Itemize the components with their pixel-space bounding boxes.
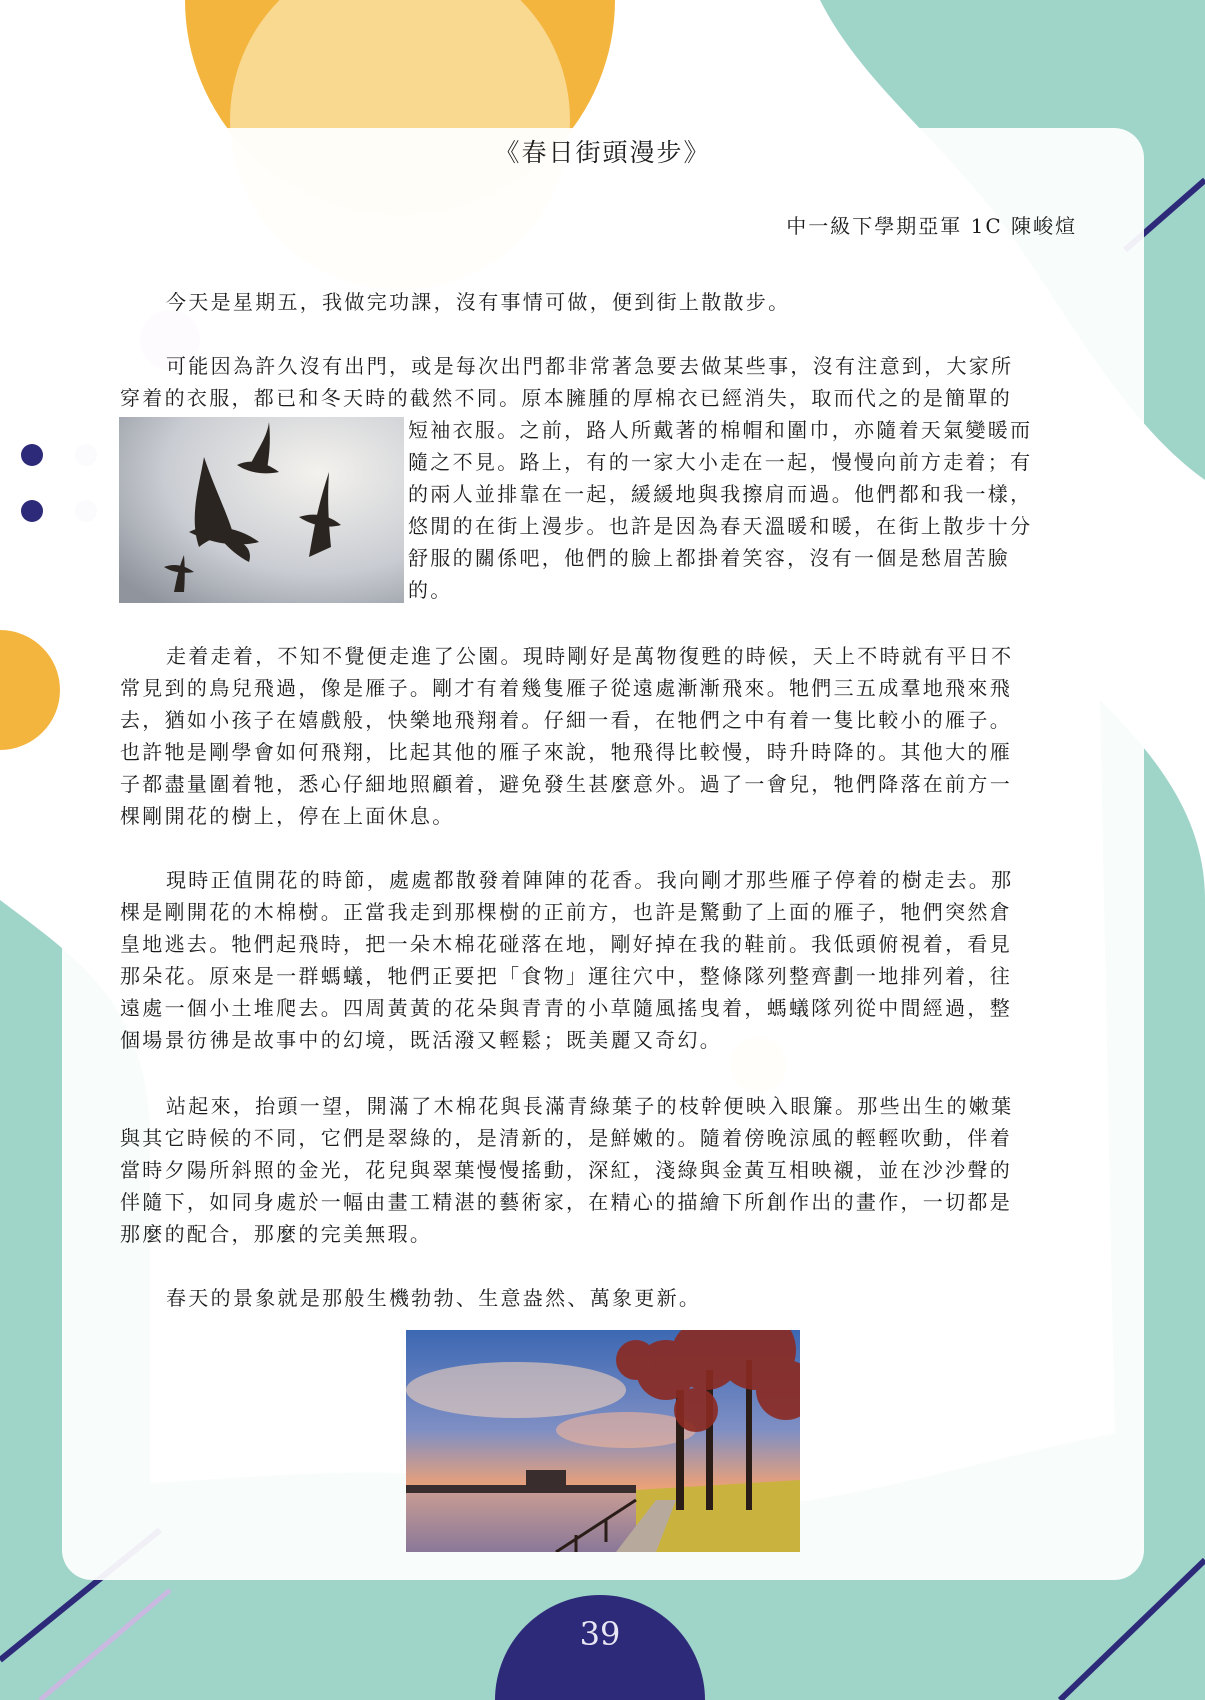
paragraph-line: 舒服的關係吧，他們的臉上都掛着笑容，沒有一個是愁眉苦臉 bbox=[408, 546, 1011, 570]
paragraph-1 bbox=[120, 286, 1080, 318]
paragraph-line: 的兩人並排靠在一起，緩緩地與我擦肩而過。他們都和我一樣， bbox=[408, 482, 1033, 506]
paragraph-3 bbox=[120, 640, 1080, 832]
paragraph-line: 子都盡量圍着牠，悉心仔細地照顧着，避免發生甚麼意外。過了一會兒，牠們降落在前方一 bbox=[120, 772, 1012, 796]
paragraph-line: 短袖衣服。之前，路人所戴著的棉帽和圍巾，亦隨着天氣變暖而 bbox=[408, 418, 1033, 442]
paragraph-line: 與其它時候的不同，它們是翠綠的，是清新的，是鮮嫩的。隨着傍晚涼風的輕輕吹動，伴着 bbox=[120, 1126, 1012, 1150]
paragraph-2 bbox=[120, 350, 1080, 414]
paragraph-line: 今天是星期五，我做完功課，沒有事情可做，便到街上散散步。 bbox=[166, 290, 791, 314]
paragraph-line: 個場景彷彿是故事中的幻境，既活潑又輕鬆；既美麗又奇幻。 bbox=[120, 1028, 723, 1052]
paragraph-line: 隨之不見。路上，有的一家大小走在一起，慢慢向前方走着；有 bbox=[408, 450, 1033, 474]
paragraph-line: 遠處一個小土堆爬去。四周黃黃的花朵與青青的小草隨風搖曳着，螞蟻隊列從中間經過，整 bbox=[120, 996, 1012, 1020]
paragraph-line: 悠閒的在街上漫步。也許是因為春天溫暖和暖，在街上散步十分 bbox=[408, 514, 1033, 538]
navy-dot bbox=[21, 444, 43, 466]
paragraph-line: 站起來，抬頭一望，開滿了木棉花與長滿青綠葉子的枝幹便映入眼簾。那些出生的嫩葉 bbox=[166, 1094, 1014, 1118]
paragraph-line: 當時夕陽所斜照的金光，花兒與翠葉慢慢搖動，深紅，淺綠與金黃互相映襯，並在沙沙聲的 bbox=[120, 1158, 1012, 1182]
paragraph-2-wrapped bbox=[408, 414, 1080, 606]
page-number: 39 bbox=[579, 1615, 621, 1653]
paragraph-line: 穿着的衣服，都已和冬天時的截然不同。原本臃腫的厚棉衣已經消失，取而代之的是簡單的 bbox=[120, 386, 1012, 410]
paragraph-line: 那朵花。原來是一群螞蟻，牠們正要把「食物」運往穴中，整條隊列整齊劃一地排列着，往 bbox=[120, 964, 1012, 988]
author-line: 中一級下學期亞軍 1C 陳峻煊 bbox=[786, 214, 1077, 238]
article-title: 《春日街頭漫步》 bbox=[494, 138, 711, 167]
birds-photo bbox=[119, 417, 404, 603]
paragraph-line: 伴隨下，如同身處於一幅由畫工精湛的藝術家，在精心的描繪下所創作出的畫作，一切都是 bbox=[120, 1190, 1012, 1214]
paragraph-line: 也許牠是剛學會如何飛翔，比起其他的雁子來說，牠飛得比較慢，時升時降的。其他大的雁 bbox=[120, 740, 1012, 764]
paragraph-line: 棵是剛開花的木棉樹。正當我走到那棵樹的正前方，也許是驚動了上面的雁子，牠們突然倉 bbox=[120, 900, 1012, 924]
paragraph-4 bbox=[120, 864, 1080, 1056]
paragraph-5 bbox=[120, 1090, 1080, 1250]
paragraph-line: 常見到的鳥兒飛過，像是雁子。剛才有着幾隻雁子從遠處漸漸飛來。牠們三五成羣地飛來飛 bbox=[120, 676, 1012, 700]
paragraph-line: 那麼的配合，那麼的完美無瑕。 bbox=[120, 1222, 433, 1246]
paragraph-line: 現時正值開花的時節，處處都散發着陣陣的花香。我向剛才那些雁子停着的樹走去。那 bbox=[166, 868, 1014, 892]
paragraph-line: 可能因為許久沒有出門，或是每次出門都非常著急要去做某些事，沒有注意到，大家所 bbox=[166, 354, 1014, 378]
paragraph-line: 的。 bbox=[408, 578, 453, 602]
kapok-tree-sunset-photo bbox=[406, 1330, 800, 1552]
paragraph-line: 去，猶如小孩子在嬉戲般，快樂地飛翔着。仔細一看，在牠們之中有着一隻比較小的雁子。 bbox=[120, 708, 1012, 732]
paragraph-line: 棵剛開花的樹上，停在上面休息。 bbox=[120, 804, 455, 828]
paragraph-line: 走着走着，不知不覺便走進了公園。現時剛好是萬物復甦的時候，天上不時就有平日不 bbox=[166, 644, 1014, 668]
paragraph-line: 春天的景象就是那般生機勃勃、生意盎然、萬象更新。 bbox=[166, 1286, 702, 1310]
paragraph-6 bbox=[120, 1282, 1080, 1314]
paragraph-line: 皇地逃去。牠們起飛時，把一朵木棉花碰落在地，剛好掉在我的鞋前。我低頭俯視着，看見 bbox=[120, 932, 1012, 956]
